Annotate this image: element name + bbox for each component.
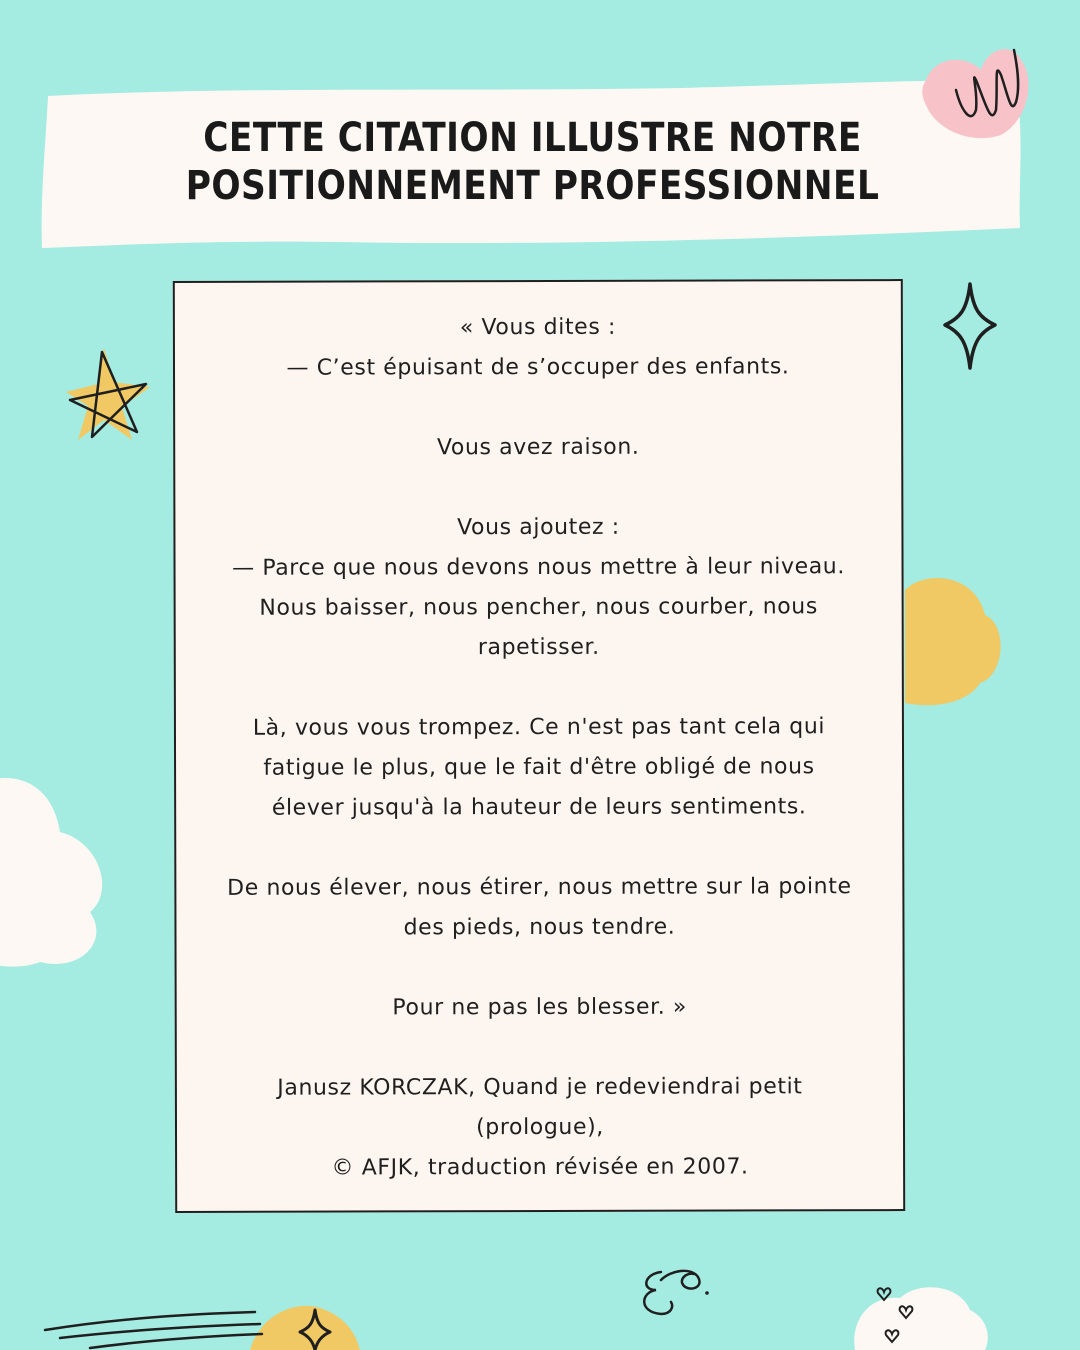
- pink-scribble-flower-icon: [916, 30, 1036, 145]
- shooting-star-icon: [40, 1300, 340, 1350]
- title-banner: [40, 78, 1025, 250]
- sparkle-star-icon: [940, 280, 1000, 372]
- hand-drawn-star-icon: [62, 342, 157, 447]
- page-title: CETTE CITATION ILLUSTRE NOTRE POSITIONNEMENT PROFESSIONNEL: [185, 115, 880, 209]
- yellow-blob-shape: [900, 575, 1005, 710]
- quote-text: « Vous dites : — C’est épuisant de s’occuper des enfants. Vous avez raison. Vous ajoutez : — Parce que nous devons nous mettre à leur niveau. Nous baisser, nous pencher, nous courber, nous rapetisser. Là, vous vous trompez. Ce n'est pas tant cela qui fatigue le plus, que le fait d'être obligé de nous élever jusqu'à la hauteur de leurs sentiments. De nous élever, nous étirer, nous mettre sur la pointe des pieds, nous tendre. Pour ne pas les blesser. » Janusz KORCZAK, Quand je redeviendrai petit (prologue), © AFJK, traduction révisée en 2007.: [227, 314, 852, 1181]
- quote-card: [173, 279, 905, 1213]
- swirl-doodle-icon: [636, 1262, 716, 1322]
- white-cloud-shape: [0, 772, 110, 967]
- hearts-doodle-icon: [872, 1282, 922, 1350]
